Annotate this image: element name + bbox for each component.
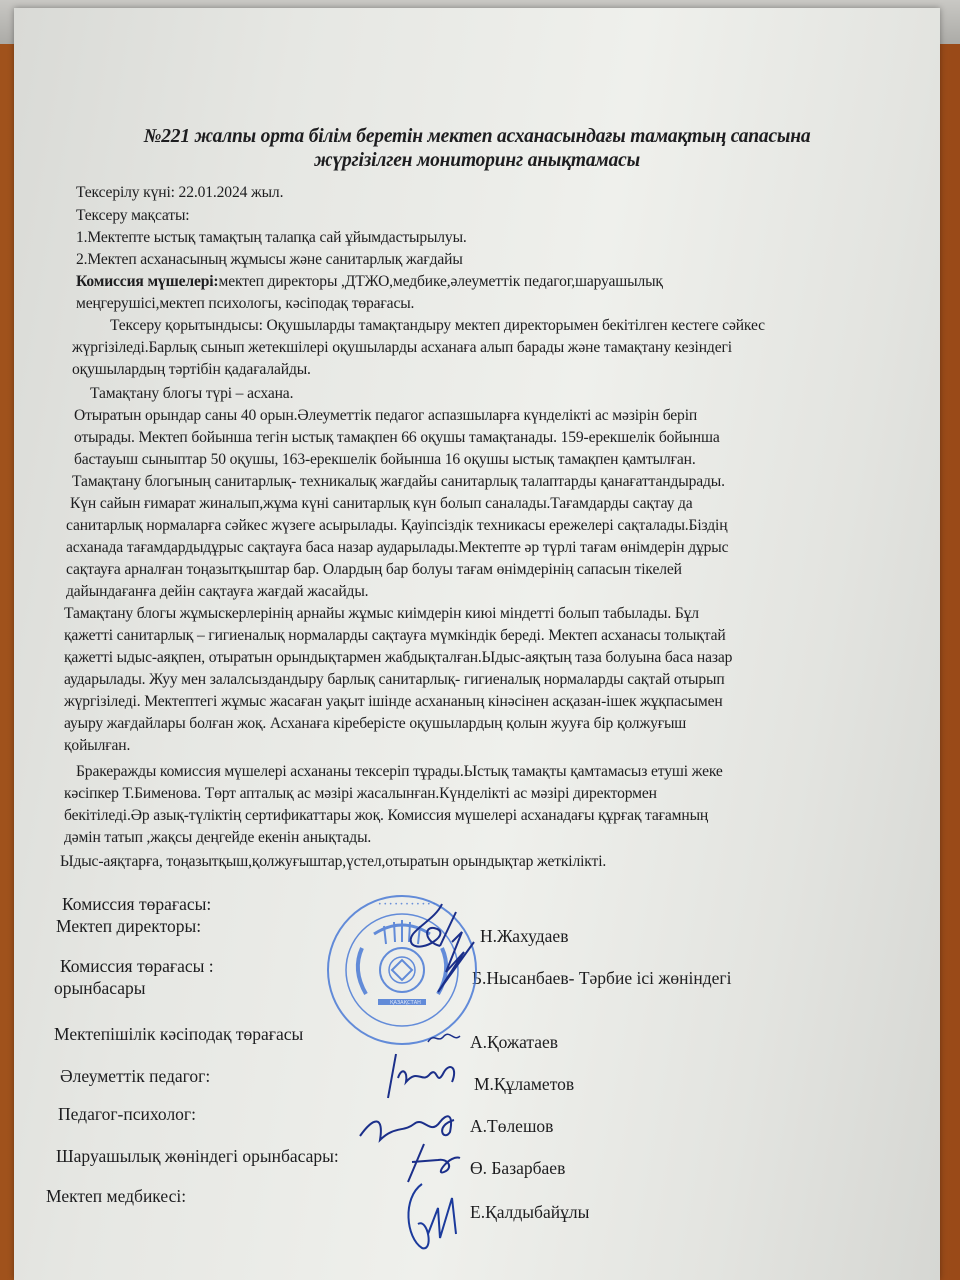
purpose-item-2: 2.Мектеп асханасының жұмысы және санитарлық жағдайы <box>76 251 463 268</box>
paragraph-line: қойылған. <box>64 737 131 754</box>
signatory-name: М.Құламетов <box>474 1074 575 1094</box>
document-page <box>14 8 940 1280</box>
signatory-name: Н.Жахудаев <box>480 926 569 946</box>
signatory-role: Әлеуметтік педагог: <box>60 1066 211 1086</box>
paragraph-line: ауыру жағдайлары болған жоқ. Асханаға кіреберісте оқушылардың қолын жууға бір қолжуғыш <box>64 715 687 732</box>
paragraph-line: қажетті санитарлық – гигиеналық нормаларды сақтауға мүмкіндік береді. Мектеп асханасы толықтай <box>64 627 726 644</box>
inspection-purpose-label: Тексеру мақсаты: <box>76 207 190 224</box>
paragraph-line: аударылады. Жуу мен залалсыздандыру барлық санитарлық- гигиеналық нормаларды сақтай отырып <box>64 671 725 688</box>
signatory-role: Комиссия төрағасы: <box>62 894 212 914</box>
purpose-item-1: 1.Мектепте ыстық тамақтың талапқа сай ұйымдастырылуы. <box>76 229 467 246</box>
paragraph-line: Тамақтану блогы жұмыскерлерінің арнайы жұмыс киімдерін киюі міндетті болып табылады. Бұл <box>64 605 699 622</box>
paragraph-line: бекітіледі.Әр азық-түліктің сертификаттары жоқ. Комиссия мүшелері асханадағы құрғақ тағамның <box>64 807 709 824</box>
paragraph-line: санитарлық нормаларға сәйкес жүзеге асырылады. Қауіпсіздік техникасы ережелері сақталады.Біздің <box>66 517 728 534</box>
document-title-line-2: жүргізілген мониторинг анықтамасы <box>314 150 640 171</box>
signatory-role: Педагог-психолог: <box>58 1104 196 1124</box>
signatory-name: Е.Қалдыбайұлы <box>470 1202 590 1222</box>
paragraph-line: Тексеру қорытындысы: Оқушыларды тамақтандыру мектеп директорымен бекітілген кестеге сәйкес <box>110 317 765 334</box>
paragraph-line: кәсіпкер Т.Бименова. Төрт апталық ас мәзірі жасалынған.Күнделікті ас мәзірі директормен <box>64 785 657 802</box>
union-chair-signature <box>424 1028 464 1048</box>
paragraph-line: қажетті ыдыс-аяқпен, отыратын орындықтармен жабдықталған.Ыдыс-аяқтың таза болуына баса назар <box>64 649 733 666</box>
paragraph-line: оқушылардың тәртібін қадағалайды. <box>72 361 311 378</box>
commission-members-label: Комиссия мүшелері: <box>76 273 219 290</box>
document-title-line-1: №221 жалпы орта білім беретін мектеп асханасындағы тамақтың сапасына <box>143 126 811 147</box>
signatory-role: Шаруашылық жөніндегі орынбасары: <box>56 1146 339 1166</box>
commission-members-text: мектеп директоры ,ДТЖО,медбике,әлеуметтік педагог,шаруашылық <box>218 273 663 290</box>
paragraph-line: Ыдыс-аяқтарға, тоңазытқыш,қолжуғыштар,үстел,отыратын орындықтар жеткілікті. <box>60 853 607 870</box>
signatory-name: А.Қожатаев <box>470 1032 559 1052</box>
signatory-role: Мектеп медбикесі: <box>46 1186 187 1206</box>
paragraph-line: Тамақтану блогының санитарлық- техникалық жағдайы санитарлық талаптарды қанағаттандырады. <box>72 473 725 490</box>
signatory-role: Мектепішілік кәсіподақ төрағасы <box>54 1024 304 1044</box>
nurse-signature <box>398 1178 468 1258</box>
signatory-role: орынбасары <box>54 978 146 998</box>
signatory-name: Б.Нысанбаев- Тәрбие ісі жөніндегі <box>472 968 732 988</box>
paragraph-line: отырады. Мектеп бойынша тегін ыстық тамақпен 66 оқушы тамақтанады. 159-ерекшелік бойынша <box>74 429 720 446</box>
director-signature <box>394 892 504 1002</box>
paragraph-line: бастауыш сыныптар 50 оқушы, 163-ерекшелік бойынша 16 оқушы ыстық тамақпен қамтылған. <box>74 451 696 468</box>
paragraph-line: дайындағанға дейін сақтауға жағдай жасайды. <box>66 583 369 600</box>
commission-members <box>76 273 663 291</box>
paragraph-line: асханада тағамдардыдұрыс сақтауға баса назар аударылады.Мектепте әр түрлі тағам өнімдерін дұрыс <box>66 539 729 556</box>
paragraph-line: Күн сайын ғимарат жиналып,жұма күні санитарлық күн болып саналады.Тағамдарды сақтау да <box>70 495 693 512</box>
paragraph-line: жүргізіледі.Барлық сынып жетекшілері оқушыларды асханаға алып барады және тамақтану кезіндегі <box>72 339 732 356</box>
paragraph-line: Отыратын орындар саны 40 орын.Әлеуметтік педагог аспазшыларға күнделікті ас мәзірін беріп <box>74 407 698 424</box>
paragraph-line: меңгерушісі,мектеп психологы, кәсіподақ төрағасы. <box>76 295 415 312</box>
paragraph-line: дәмін татып ,жақсы деңгейде екенін анықтады. <box>64 829 372 846</box>
signatory-name: А.Төлешов <box>470 1116 554 1136</box>
paragraph-line: Бракеражды комиссия мүшелері асхананы тексеріп тұрады.Ыстық тамақты қамтамасыз етуші жеке <box>76 763 723 780</box>
paragraph-line: Тамақтану блогы түрі – асхана. <box>90 385 294 402</box>
signatory-name: Ө. Базарбаев <box>470 1158 566 1178</box>
paragraph-line: жүргізіледі. Мектептегі жұмыс жасаған уақыт ішінде асхананың кінәсінен асқазан-ішек жұқпасымен <box>64 693 723 710</box>
inspection-date: Тексерілу күні: 22.01.2024 жыл. <box>76 184 284 201</box>
paragraph-line: сақтауға арналған тоңазытқыштар бар. Олардың бар болуы тағам өнімдерінің сапасын тікелей <box>66 561 682 578</box>
svg-text:• • • • • • • • • • •: • • • • • • • • • • • <box>378 901 437 908</box>
signatory-role: Мектеп директоры: <box>56 916 202 936</box>
svg-text:ҚАЗАҚСТАН: ҚАЗАҚСТАН <box>390 1000 421 1006</box>
signatory-role: Комиссия төрағасы : <box>60 956 214 976</box>
